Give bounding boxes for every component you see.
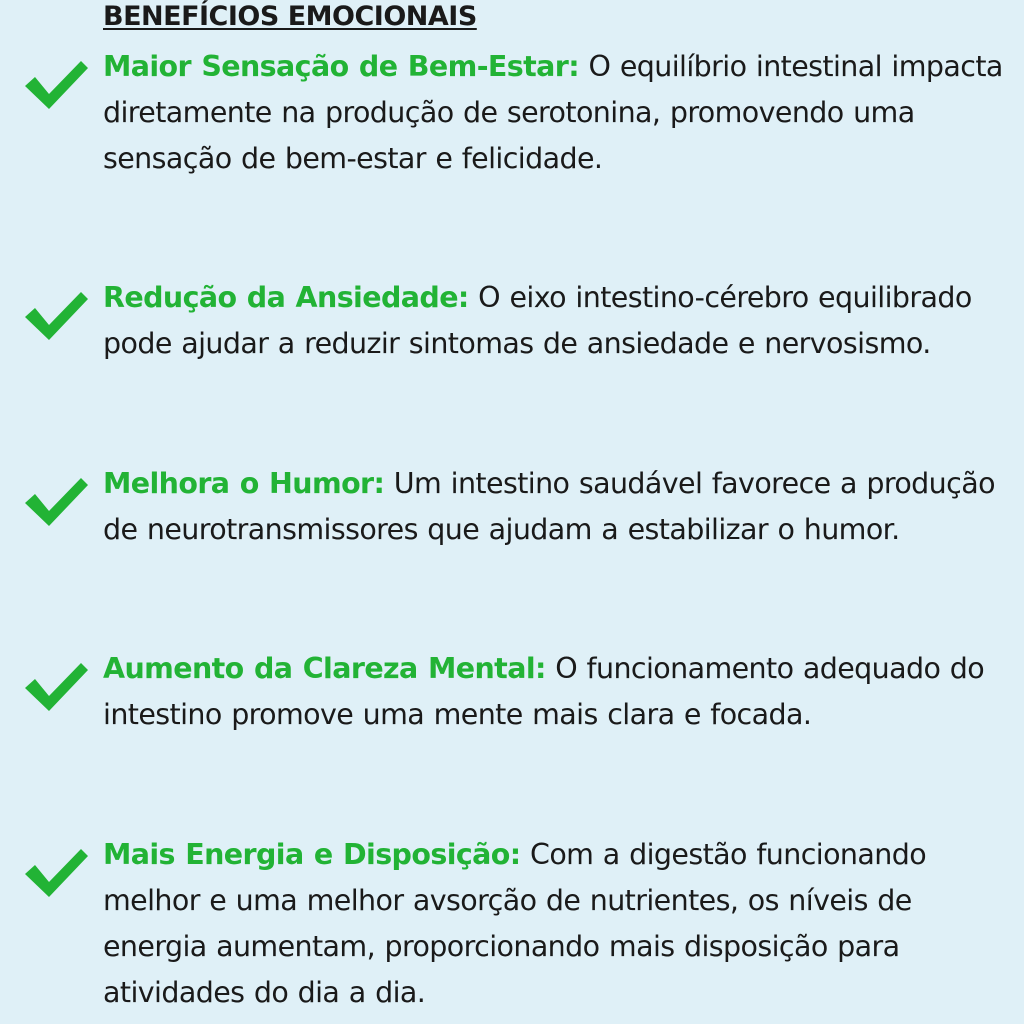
benefit-lead: Mais Energia e Disposição: (103, 838, 521, 871)
benefit-lead: Melhora o Humor: (103, 467, 385, 500)
checkmark-icon (22, 285, 90, 345)
benefit-description: O equilíbrio intestinal impacta diretamente na produção de serotonina, promovendo uma sensação de bem-estar e felicidade. (103, 50, 1003, 175)
benefit-text (103, 44, 1008, 182)
benefit-text (103, 646, 1008, 738)
benefit-text (103, 275, 1008, 367)
checkmark-icon (22, 54, 90, 114)
benefit-description: Um intestino saudável favorece a produção de neurotransmissores que ajudam a estabilizar o humor. (103, 467, 995, 546)
benefit-text (103, 461, 1008, 553)
checkmark-icon (22, 656, 90, 716)
benefit-description: O eixo intestino-cérebro equilibrado pode ajudar a reduzir sintomas de ansiedade e nervosismo. (103, 281, 972, 360)
checkmark-icon (22, 471, 90, 531)
checkmark-icon (22, 842, 90, 902)
benefit-lead: Aumento da Clareza Mental: (103, 652, 546, 685)
benefit-description: Com a digestão funcionando melhor e uma melhor avsorção de nutrientes, os níveis de energia aumentam, proporcionando mais disposição para atividades do dia a dia. (103, 838, 927, 1009)
benefit-text (103, 832, 1008, 1016)
benefit-lead: Redução da Ansiedade: (103, 281, 469, 314)
section-title: BENEFÍCIOS EMOCIONAIS (103, 1, 477, 32)
benefit-description: O funcionamento adequado do intestino promove uma mente mais clara e focada. (103, 652, 985, 731)
benefit-lead: Maior Sensação de Bem-Estar: (103, 50, 580, 83)
